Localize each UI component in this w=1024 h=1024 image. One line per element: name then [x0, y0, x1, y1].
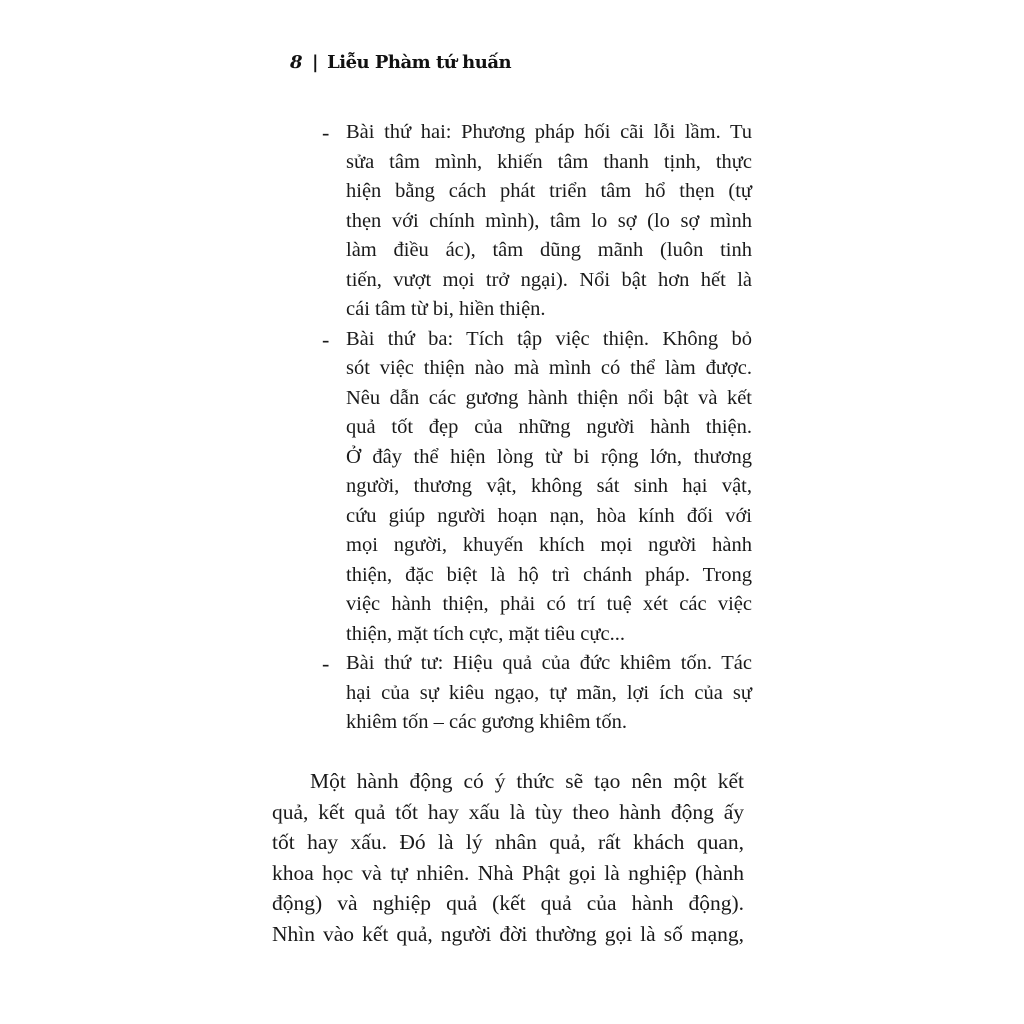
running-header [290, 52, 511, 73]
text-line: người, thương vật, không sát sinh hại vật, [346, 475, 752, 497]
text-line: Nhìn vào kết quả, người đời thường gọi là số mạng, [272, 921, 744, 946]
text-line: việc hành thiện, phải có trí tuệ xét các việc [346, 593, 752, 615]
text-line: thiện, đặc biệt là hộ trì chánh pháp. Trong [346, 563, 752, 586]
text-line: quả tốt đẹp của những người hành thiện. [346, 416, 752, 438]
bullet-dash: - [322, 651, 330, 676]
text-line: thiện, mặt tích cực, mặt tiêu cực... [346, 622, 625, 645]
text-line: khoa học và tự nhiên. Nhà Phật gọi là nghiệp (hành [272, 860, 744, 885]
text-line: tốt hay xấu. Đó là lý nhân quả, rất khách quan, [272, 830, 744, 854]
lesson-list [312, 118, 752, 738]
text-line: làm điều ác), tâm dũng mãnh (luôn tinh [346, 239, 752, 261]
bullet-dash: - [322, 120, 330, 145]
text-line: động) và nghiệp quả (kết quả của hành động). [272, 891, 744, 915]
text-line: quả, kết quả tốt hay xấu là tùy theo hành động ấy [272, 799, 744, 824]
text-line: Bài thứ hai: Phương pháp hối cãi lỗi lầm. Tu [346, 121, 752, 143]
text-line: khiêm tốn – các gương khiêm tốn. [346, 711, 627, 733]
body-paragraph [272, 766, 744, 949]
text-line: tiến, vượt mọi trở ngại). Nổi bật hơn hết là [346, 268, 752, 291]
list-item [312, 649, 752, 738]
text-line: Ở đây thể hiện lòng từ bi rộng lớn, thương [346, 445, 752, 468]
bullet-dash: - [322, 326, 330, 352]
text-line: hại của sự kiêu ngạo, tự mãn, lợi ích của sự [346, 681, 752, 704]
text-line: sửa tâm mình, khiến tâm thanh tịnh, thực [346, 150, 752, 173]
text-line: Một hành động có ý thức sẽ tạo nên một kết [310, 769, 744, 793]
list-item [312, 325, 752, 650]
text-line: cái tâm từ bi, hiền thiện. [346, 298, 546, 320]
text-line: sót việc thiện nào mà mình có thể làm được. [346, 357, 752, 379]
page-number: 8 [290, 52, 303, 73]
text-line: Bài thứ ba: Tích tập việc thiện. Không bỏ [346, 327, 752, 350]
text-line: hiện bằng cách phát triển tâm hổ thẹn (tự [346, 180, 752, 202]
text-line: thẹn với chính mình), tâm lo sợ (lo sợ mình [346, 209, 752, 232]
list-item [312, 118, 752, 325]
header-separator: | [312, 52, 319, 73]
book-title: Liễu Phàm tứ huấn [327, 52, 512, 73]
text-line: cứu giúp người hoạn nạn, hòa kính đối với [346, 504, 752, 527]
text-line: Nêu dẫn các gương hành thiện nổi bật và kết [346, 386, 752, 409]
text-line: Bài thứ tư: Hiệu quả của đức khiêm tốn. Tác [346, 652, 752, 674]
text-line: mọi người, khuyến khích mọi người hành [346, 534, 752, 556]
